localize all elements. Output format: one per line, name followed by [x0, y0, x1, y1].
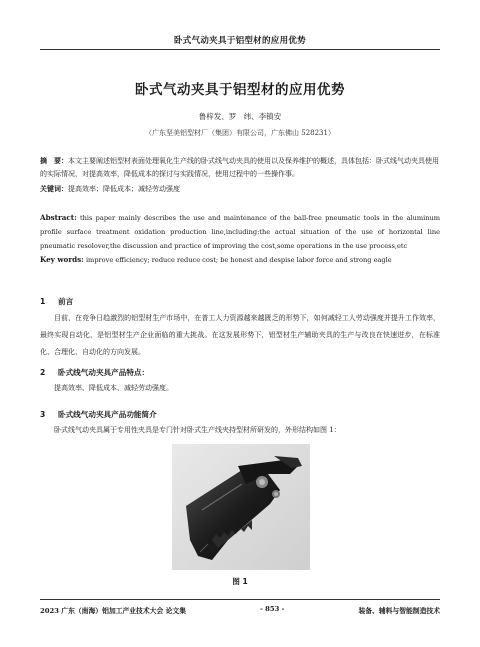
section-title: 卧式线气动夹具产品功能简介: [58, 410, 157, 419]
section-title: 卧式线气动夹具产品特点：: [58, 368, 150, 377]
section-heading-1: [40, 296, 440, 307]
footer-rule: [40, 599, 440, 600]
section-heading-2: [40, 367, 440, 378]
pneumatic-clamp-photo: [172, 444, 310, 570]
keywords-en: [40, 253, 440, 267]
keywords-en-label: Key words:: [40, 255, 84, 264]
keywords-cn-text: 提高效率；降低成本；减轻劳动强度: [68, 185, 180, 193]
footer-section: 装备、辅料与智能制造技术: [358, 607, 440, 615]
section-1-paragraph: 目前，在竞争日趋激烈的铝型材生产市场中，在普工人力资源越来越匮乏的形势下，如何减轻工人劳动强度并提升工作效率，最终实现自动化，是铝型材生产企业面临的重大挑战。在这发展形势下，铝型材生产辅助夹具的生产与改良在快速进步，在标准化、合理化、自动化的方向发展。: [40, 314, 440, 356]
section-heading-3: [40, 409, 440, 420]
section-number: 1: [40, 297, 46, 306]
abstract-en-label: Abstract:: [40, 213, 77, 222]
page-footer: [40, 605, 440, 615]
figure-caption: 图 1: [232, 577, 248, 586]
abstract-en-text: this paper mainly describes the use and maintenance of the ball-free pneumatic tools in the aluminum profile surface treatment oxidation production line,including:the actual situation of the use of horizontal line pneumatic resolover,the discussion and practice of improving the cost,some operations in the use process,etc: [40, 214, 440, 250]
header-rule: [40, 49, 440, 50]
authors: 鲁梓发、罗 纬、李镇安: [198, 112, 282, 121]
abstract-cn: [40, 155, 440, 181]
section-2-paragraph: 提高效率、降低成本、减轻劳动强度。: [54, 384, 173, 392]
footer-proceedings: 2023 广东（南海）铝加工产业技术大会 论文集: [40, 607, 186, 615]
running-header: 卧式气动夹具于铝型材的应用优势: [173, 36, 306, 46]
abstract-cn-label: 摘 要：: [40, 157, 68, 165]
abstract-en: [40, 211, 440, 253]
keywords-cn-label: 关键词：: [40, 185, 68, 193]
section-3-paragraph: 卧式线气动夹具属于专用性夹具是专门针对卧式生产线夹持型材所研发的，外形结构如图 1：: [54, 426, 341, 434]
keywords-en-text: improve efficiency; reduce reduce cost; be honest and despise labor force and strong eagle: [85, 256, 392, 264]
abstract-cn-text: 本文主要阐述铝型材表面处理氧化生产线的卧式线气动夹具的使用以及保养维护的概述，具体包括：卧式线气动夹具使用的实际情况，对提高效率，降低成本的探讨与实践情况，使用过程中的一些操作事。: [40, 157, 439, 178]
affiliation: （广东坚美铝型材厂（集团）有限公司，广东佛山 528231）: [145, 129, 335, 137]
section-title: 前言: [58, 297, 74, 306]
page-number: - 853 -: [259, 605, 285, 613]
keywords-cn: [40, 183, 440, 196]
section-number: 2: [40, 368, 46, 377]
section-number: 3: [40, 410, 46, 419]
paper-title: 卧式气动夹具于铝型材的应用优势: [135, 82, 345, 98]
